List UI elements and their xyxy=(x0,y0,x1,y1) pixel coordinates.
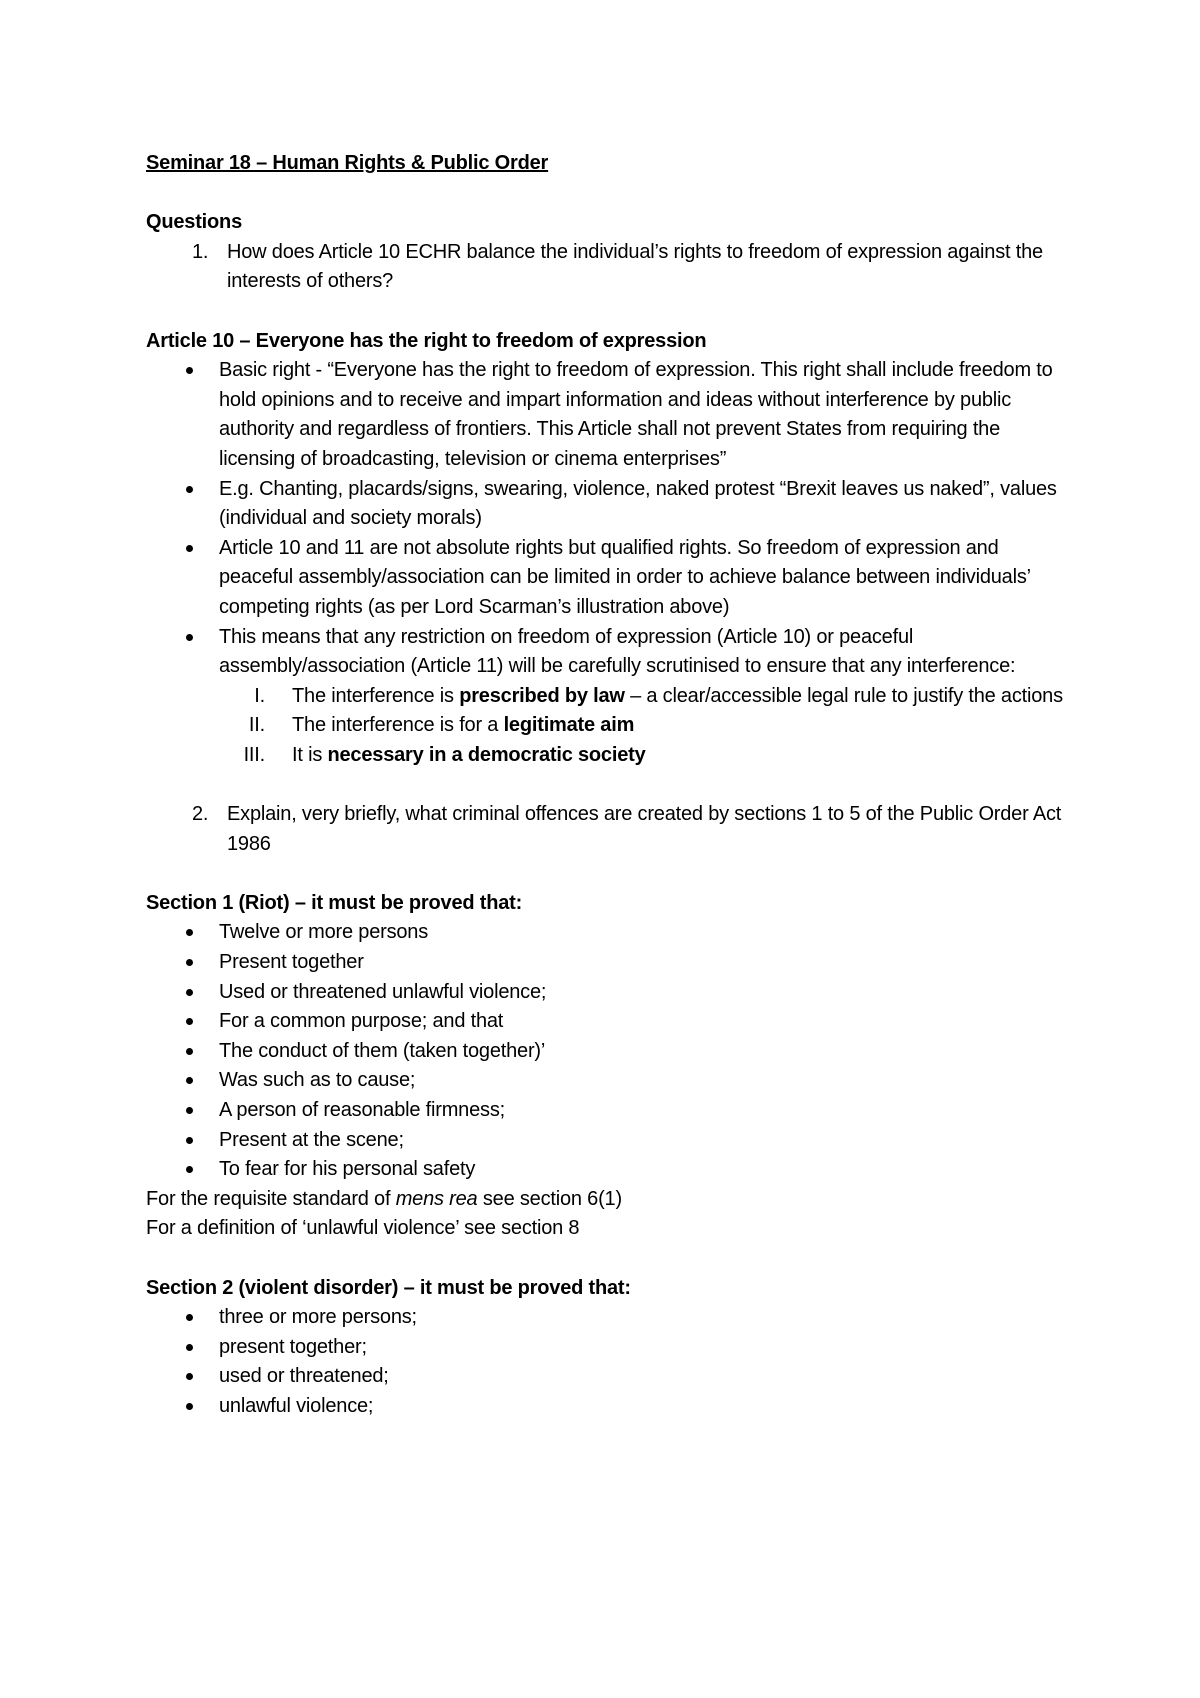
list-item-text: E.g. Chanting, placards/signs, swearing, violence, naked protest “Brexit leaves us naked”, values (individual and society morals) xyxy=(219,477,1057,530)
list-item xyxy=(146,1126,1066,1156)
section-1-bullet-list xyxy=(146,918,1066,1184)
bullet-icon xyxy=(186,1018,193,1025)
list-item-text: Present together xyxy=(219,951,364,974)
criteria-text-pre: The interference is xyxy=(292,684,460,707)
note-text-italic: mens rea xyxy=(395,1187,478,1210)
list-item xyxy=(146,1066,1066,1096)
list-item xyxy=(146,948,1066,978)
list-item xyxy=(146,623,1066,771)
bullet-icon xyxy=(186,1373,193,1380)
section-2-bullet-list xyxy=(146,1303,1066,1421)
list-item-text: Present at the scene; xyxy=(219,1128,404,1151)
list-item-text: A person of reasonable firmness; xyxy=(219,1099,505,1121)
spacer xyxy=(146,297,1066,327)
question-2 xyxy=(146,800,1066,859)
list-item xyxy=(146,534,1066,623)
bullet-icon xyxy=(186,1344,193,1351)
roman-numeral: III. xyxy=(243,743,265,766)
bullet-icon xyxy=(186,486,193,493)
note-text-post: see section 6(1) xyxy=(477,1187,622,1210)
list-item xyxy=(146,1096,1066,1126)
list-item-text: Used or threatened unlawful violence; xyxy=(219,980,547,1003)
roman-numeral: II. xyxy=(248,714,265,737)
bullet-icon xyxy=(186,1314,193,1321)
list-item-text: Was such as to cause; xyxy=(219,1069,416,1092)
list-item-text: For a common purpose; and that xyxy=(219,1010,504,1033)
list-item xyxy=(146,475,1066,534)
bullet-icon xyxy=(186,634,193,641)
bullet-icon xyxy=(186,1166,193,1173)
list-item-text: The conduct of them (taken together)’ xyxy=(219,1039,546,1062)
criteria-item xyxy=(219,711,1066,741)
criteria-text-post: – a clear/accessible legal rule to justify the actions xyxy=(624,684,1063,707)
criteria-item xyxy=(219,741,1066,771)
list-item xyxy=(146,978,1066,1008)
list-item xyxy=(146,1303,1066,1333)
question-1 xyxy=(146,238,1066,297)
list-item xyxy=(146,918,1066,948)
list-item xyxy=(146,356,1066,474)
unlawful-violence-note: For a definition of ‘unlawful violence’ see section 8 xyxy=(146,1217,580,1240)
list-item-text: three or more persons; xyxy=(219,1306,417,1329)
list-item xyxy=(146,1333,1066,1363)
question-number: 2. xyxy=(192,803,209,826)
list-item-text: used or threatened; xyxy=(219,1365,389,1388)
spacer xyxy=(146,859,1066,889)
question-number: 1. xyxy=(192,240,209,263)
bullet-icon xyxy=(186,1048,193,1055)
list-item-text: Twelve or more persons xyxy=(219,921,429,944)
section-1-heading: Section 1 (Riot) – it must be proved that: xyxy=(146,891,523,914)
criteria-text-bold: prescribed by law xyxy=(459,684,625,707)
list-item-text: unlawful violence; xyxy=(219,1394,374,1417)
interference-criteria-list xyxy=(219,682,1066,771)
document-content xyxy=(146,149,1066,1422)
spacer xyxy=(146,1244,1066,1274)
bullet-icon xyxy=(186,367,193,374)
bullet-icon xyxy=(186,989,193,996)
bullet-icon xyxy=(186,929,193,936)
criteria-text-bold: necessary in a democratic society xyxy=(327,743,646,766)
bullet-icon xyxy=(186,1403,193,1410)
list-item xyxy=(146,1007,1066,1037)
article-10-heading: Article 10 – Everyone has the right to freedom of expression xyxy=(146,329,707,352)
bullet-icon xyxy=(186,959,193,966)
bullet-icon xyxy=(186,1107,193,1114)
list-item-text: Basic right - “Everyone has the right to freedom of expression. This right shall include freedom to hold opinions and to receive and impart information and ideas without interference by public authority and regardless of frontiers. This Article shall not prevent States from requiring the licensing of broadcasting, television or cinema enterprises” xyxy=(219,359,1053,470)
question-text: How does Article 10 ECHR balance the individual’s rights to freedom of expression against the interests of others? xyxy=(227,240,1043,293)
criteria-text-bold: legitimate aim xyxy=(503,714,635,737)
questions-heading: Questions xyxy=(146,211,242,234)
list-item xyxy=(146,1155,1066,1185)
list-item-text: This means that any restriction on freedom of expression (Article 10) or peaceful assembly/association (Article 11) will be carefully scrutinised to ensure that any interference: xyxy=(219,625,1016,678)
bullet-icon xyxy=(186,545,193,552)
criteria-text-pre: It is xyxy=(292,743,328,766)
bullet-icon xyxy=(186,1077,193,1084)
criteria-text-pre: The interference is for a xyxy=(292,714,504,737)
question-list-1 xyxy=(146,238,1066,297)
article-10-bullet-list xyxy=(146,356,1066,770)
bullet-icon xyxy=(186,1137,193,1144)
list-item xyxy=(146,1037,1066,1067)
list-item-text: present together; xyxy=(219,1335,367,1358)
page-title: Seminar 18 – Human Rights & Public Order xyxy=(146,152,549,174)
section-2-heading: Section 2 (violent disorder) – it must be proved that: xyxy=(146,1276,631,1299)
list-item xyxy=(146,1362,1066,1392)
spacer xyxy=(146,770,1066,800)
list-item-text: Article 10 and 11 are not absolute rights but qualified rights. So freedom of expression and peaceful assembly/association can be limited in order to achieve balance between individuals’ competing rights (as per Lord Scarman’s illustration above) xyxy=(219,536,1031,618)
note-text-pre: For the requisite standard of xyxy=(146,1187,396,1210)
list-item-text: To fear for his personal safety xyxy=(219,1158,476,1181)
list-item xyxy=(146,1392,1066,1422)
question-text: Explain, very briefly, what criminal offences are created by sections 1 to 5 of the Public Order Act 1986 xyxy=(227,803,1062,855)
question-list-2 xyxy=(146,800,1066,859)
mens-rea-note xyxy=(146,1185,1066,1215)
spacer xyxy=(146,179,1066,209)
criteria-item xyxy=(219,682,1066,712)
roman-numeral: I. xyxy=(254,684,265,707)
